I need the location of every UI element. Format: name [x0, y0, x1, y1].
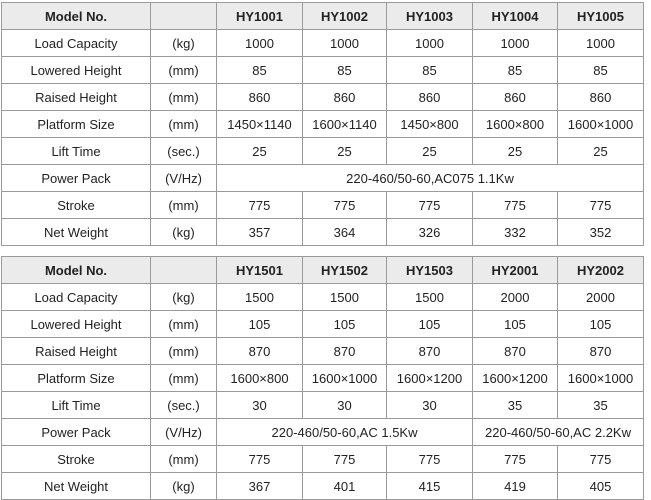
value-cell: 870 — [217, 338, 303, 365]
value-cell: 85 — [217, 57, 303, 84]
row-label: Load Capacity — [2, 30, 151, 57]
table-row — [2, 138, 644, 165]
model-header: HY1005 — [558, 3, 644, 30]
row-unit: (sec.) — [151, 392, 217, 419]
row-unit: (mm) — [151, 192, 217, 219]
value-cell: 775 — [558, 446, 644, 473]
header-label: Model No. — [2, 257, 151, 284]
value-cell: 25 — [558, 138, 644, 165]
value-cell: 1600×1000 — [558, 365, 644, 392]
value-cell: 105 — [217, 311, 303, 338]
value-cell: 775 — [387, 446, 473, 473]
row-label: Platform Size — [2, 111, 151, 138]
spec-table-1 — [1, 2, 644, 246]
row-label: Lift Time — [2, 138, 151, 165]
model-header: HY1503 — [387, 257, 473, 284]
value-cell: 775 — [473, 192, 558, 219]
row-label: Raised Height — [2, 84, 151, 111]
row-label: Power Pack — [2, 165, 151, 192]
spec-table-2 — [1, 256, 644, 500]
value-cell: 30 — [303, 392, 387, 419]
value-cell: 25 — [473, 138, 558, 165]
row-label: Stroke — [2, 192, 151, 219]
value-cell: 364 — [303, 219, 387, 246]
table-row — [2, 419, 644, 446]
row-unit: (sec.) — [151, 138, 217, 165]
value-cell: 85 — [558, 57, 644, 84]
value-cell: 860 — [217, 84, 303, 111]
row-unit: (mm) — [151, 311, 217, 338]
table-row — [2, 338, 644, 365]
table-row — [2, 473, 644, 500]
value-cell: 1600×1000 — [558, 111, 644, 138]
model-header: HY1004 — [473, 3, 558, 30]
row-unit: (V/Hz) — [151, 165, 217, 192]
value-cell: 105 — [303, 311, 387, 338]
table-header-row — [2, 3, 644, 30]
value-cell: 367 — [217, 473, 303, 500]
row-unit: (mm) — [151, 57, 217, 84]
value-cell: 357 — [217, 219, 303, 246]
value-cell: 85 — [303, 57, 387, 84]
table-row — [2, 446, 644, 473]
value-cell: 870 — [558, 338, 644, 365]
value-cell: 25 — [387, 138, 473, 165]
row-label: Net Weight — [2, 473, 151, 500]
value-cell: 401 — [303, 473, 387, 500]
value-cell: 775 — [217, 192, 303, 219]
value-cell: 775 — [387, 192, 473, 219]
value-cell: 1600×1200 — [387, 365, 473, 392]
row-unit: (kg) — [151, 219, 217, 246]
value-cell: 352 — [558, 219, 644, 246]
value-cell: 415 — [387, 473, 473, 500]
table-row — [2, 84, 644, 111]
model-header: HY2001 — [473, 257, 558, 284]
merged-value-cell: 220-460/50-60,AC 1.5Kw — [217, 419, 473, 446]
row-unit: (kg) — [151, 284, 217, 311]
value-cell: 775 — [473, 446, 558, 473]
merged-value-cell: 220-460/50-60,AC075 1.1Kw — [217, 165, 644, 192]
value-cell: 332 — [473, 219, 558, 246]
header-label: Model No. — [2, 3, 151, 30]
value-cell: 30 — [387, 392, 473, 419]
value-cell: 35 — [558, 392, 644, 419]
value-cell: 870 — [303, 338, 387, 365]
value-cell: 25 — [217, 138, 303, 165]
value-cell: 105 — [558, 311, 644, 338]
table-row — [2, 192, 644, 219]
value-cell: 85 — [387, 57, 473, 84]
value-cell: 1600×800 — [473, 111, 558, 138]
value-cell: 1000 — [387, 30, 473, 57]
table-header-row — [2, 257, 644, 284]
value-cell: 85 — [473, 57, 558, 84]
value-cell: 2000 — [473, 284, 558, 311]
value-cell: 1000 — [303, 30, 387, 57]
row-label: Lowered Height — [2, 57, 151, 84]
row-label: Lift Time — [2, 392, 151, 419]
table-row — [2, 30, 644, 57]
row-unit: (mm) — [151, 365, 217, 392]
value-cell: 419 — [473, 473, 558, 500]
value-cell: 775 — [217, 446, 303, 473]
value-cell: 1600×1000 — [303, 365, 387, 392]
value-cell: 870 — [387, 338, 473, 365]
value-cell: 775 — [303, 446, 387, 473]
merged-value-cell: 220-460/50-60,AC 2.2Kw — [473, 419, 644, 446]
model-header: HY1002 — [303, 3, 387, 30]
row-label: Load Capacity — [2, 284, 151, 311]
value-cell: 870 — [473, 338, 558, 365]
table-row — [2, 365, 644, 392]
row-label: Platform Size — [2, 365, 151, 392]
row-unit: (V/Hz) — [151, 419, 217, 446]
value-cell: 1450×1140 — [217, 111, 303, 138]
header-unit — [151, 257, 217, 284]
value-cell: 1000 — [558, 30, 644, 57]
value-cell: 775 — [558, 192, 644, 219]
model-header: HY2002 — [558, 257, 644, 284]
value-cell: 25 — [303, 138, 387, 165]
value-cell: 1450×800 — [387, 111, 473, 138]
value-cell: 860 — [558, 84, 644, 111]
value-cell: 326 — [387, 219, 473, 246]
value-cell: 405 — [558, 473, 644, 500]
row-unit: (kg) — [151, 30, 217, 57]
value-cell: 860 — [303, 84, 387, 111]
row-unit: (mm) — [151, 446, 217, 473]
table-row — [2, 165, 644, 192]
row-unit: (mm) — [151, 84, 217, 111]
value-cell: 105 — [387, 311, 473, 338]
table-row — [2, 57, 644, 84]
model-header: HY1501 — [217, 257, 303, 284]
value-cell: 30 — [217, 392, 303, 419]
value-cell: 2000 — [558, 284, 644, 311]
row-unit: (mm) — [151, 111, 217, 138]
value-cell: 1000 — [217, 30, 303, 57]
value-cell: 35 — [473, 392, 558, 419]
table-row — [2, 392, 644, 419]
row-label: Stroke — [2, 446, 151, 473]
table-row — [2, 111, 644, 138]
value-cell: 775 — [303, 192, 387, 219]
value-cell: 1500 — [303, 284, 387, 311]
value-cell: 1500 — [217, 284, 303, 311]
model-header: HY1001 — [217, 3, 303, 30]
header-unit — [151, 3, 217, 30]
value-cell: 860 — [387, 84, 473, 111]
table-row — [2, 284, 644, 311]
row-label: Net Weight — [2, 219, 151, 246]
row-label: Lowered Height — [2, 311, 151, 338]
table-row — [2, 311, 644, 338]
value-cell: 860 — [473, 84, 558, 111]
model-header: HY1003 — [387, 3, 473, 30]
value-cell: 1500 — [387, 284, 473, 311]
value-cell: 1600×1200 — [473, 365, 558, 392]
row-label: Raised Height — [2, 338, 151, 365]
value-cell: 105 — [473, 311, 558, 338]
value-cell: 1600×1140 — [303, 111, 387, 138]
row-unit: (mm) — [151, 338, 217, 365]
model-header: HY1502 — [303, 257, 387, 284]
value-cell: 1600×800 — [217, 365, 303, 392]
table-row — [2, 219, 644, 246]
value-cell: 1000 — [473, 30, 558, 57]
row-unit: (kg) — [151, 473, 217, 500]
row-label: Power Pack — [2, 419, 151, 446]
